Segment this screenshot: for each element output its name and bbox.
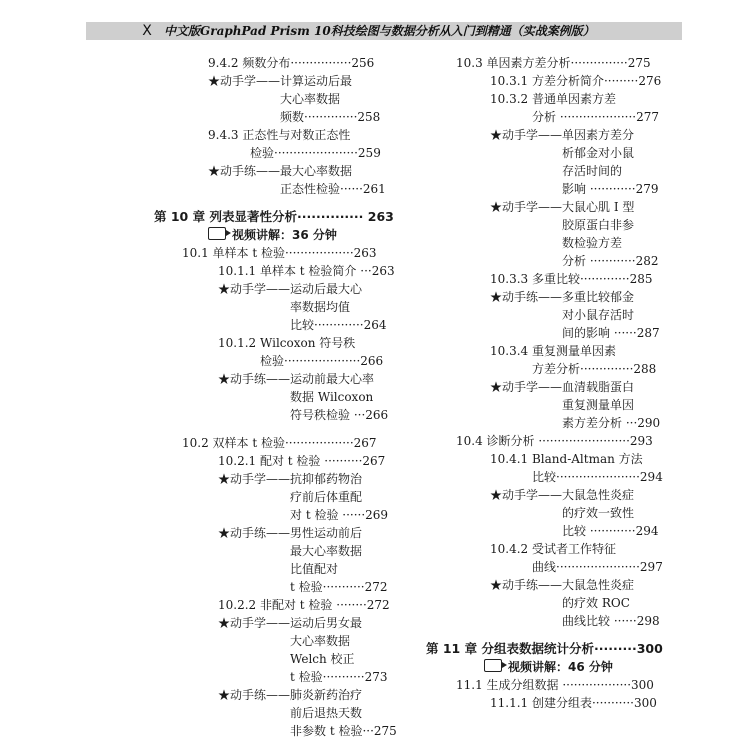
toc-entry-text: ★动手练——男性运动前后 xyxy=(218,526,363,540)
toc-entry-text: 比较 ············294 xyxy=(562,524,659,538)
video-camera-icon xyxy=(208,227,226,240)
toc-entry xyxy=(154,280,400,298)
toc-entry-text: 数检验方差 xyxy=(562,236,623,250)
toc-entry-text: 的疗效 ROC xyxy=(562,596,630,610)
toc-entry xyxy=(426,486,666,504)
toc-entry-text: ★动手学——大鼠急性炎症 xyxy=(490,488,635,502)
toc-entry xyxy=(154,108,400,126)
toc-right-column xyxy=(426,54,666,712)
toc-entry xyxy=(426,450,666,468)
toc-entry-text: 10.3.3 多重比较·············285 xyxy=(490,272,653,286)
toc-entry xyxy=(154,298,400,316)
toc-entry xyxy=(154,488,400,506)
toc-entry xyxy=(426,72,666,90)
toc-entry-text: ★动手学——血清载脂蛋白 xyxy=(490,380,635,394)
toc-entry xyxy=(154,72,400,90)
toc-entry xyxy=(426,216,666,234)
toc-entry xyxy=(154,406,400,424)
toc-entry xyxy=(154,126,400,144)
toc-entry-text: 检验····················266 xyxy=(260,354,384,368)
toc-entry xyxy=(154,334,400,352)
toc-entry xyxy=(154,452,400,470)
toc-entry-text: 间的影响 ······287 xyxy=(562,326,660,340)
toc-entry xyxy=(426,694,666,712)
toc-entry-text: 最大心率数据 xyxy=(290,544,363,558)
toc-entry xyxy=(426,198,666,216)
toc-spacer xyxy=(154,424,400,434)
toc-entry xyxy=(426,90,666,108)
toc-entry-text: 第 11 章 分组表数据统计分析·········300 xyxy=(426,641,663,656)
toc-entry-text: 疗前后体重配 xyxy=(290,490,363,504)
toc-entry-text: 重复测量单因 xyxy=(562,398,635,412)
toc-entry-text: 10.2 双样本 t 检验··················267 xyxy=(182,436,377,450)
toc-entry xyxy=(426,270,666,288)
toc-entry-text: 10.1 单样本 t 检验··················263 xyxy=(182,246,377,260)
toc-left-column xyxy=(154,54,400,740)
toc-entry-text: 10.2.2 非配对 t 检验 ········272 xyxy=(218,598,390,612)
toc-chapter-entry xyxy=(154,208,400,226)
toc-entry-text: 正态性检验······261 xyxy=(280,182,386,196)
toc-entry-text: 11.1 生成分组数据 ··················300 xyxy=(456,678,654,692)
toc-entry xyxy=(154,596,400,614)
toc-entry-text: 视频讲解：36 分钟 xyxy=(232,228,337,242)
toc-entry xyxy=(426,540,666,558)
toc-entry-text: 曲线比较 ······298 xyxy=(562,614,660,628)
toc-entry xyxy=(154,560,400,578)
toc-entry-text: 分析 ············282 xyxy=(562,254,659,268)
toc-entry-text: 分析 ····················277 xyxy=(532,110,660,124)
toc-entry-text: 存活时间的 xyxy=(562,164,623,178)
header-page-number: X xyxy=(142,23,152,39)
toc-entry xyxy=(426,324,666,342)
toc-entry xyxy=(426,144,666,162)
toc-entry-text: 9.4.3 正态性与对数正态性 xyxy=(208,128,351,142)
toc-entry xyxy=(426,342,666,360)
toc-chapter-entry xyxy=(426,640,666,658)
toc-entry-text: 大心率数据 xyxy=(280,92,341,106)
toc-entry-text: 10.3.1 方差分析简介·········276 xyxy=(490,74,662,88)
toc-entry xyxy=(154,90,400,108)
toc-entry-text: 影响 ············279 xyxy=(562,182,659,196)
toc-entry xyxy=(154,650,400,668)
toc-entry-text: 检验······················259 xyxy=(250,146,381,160)
toc-entry xyxy=(154,162,400,180)
toc-entry-text: ★动手学——运动后男女最 xyxy=(218,616,363,630)
toc-entry-text: 非参数 t 检验···275 xyxy=(290,724,397,738)
toc-entry-text: t 检验···········273 xyxy=(290,670,388,684)
toc-entry xyxy=(426,306,666,324)
toc-entry xyxy=(426,288,666,306)
toc-entry-text: 比值配对 xyxy=(290,562,339,576)
toc-entry xyxy=(426,234,666,252)
toc-entry-text: 视频讲解：46 分钟 xyxy=(508,660,613,674)
toc-entry-text: ★动手练——大鼠急性炎症 xyxy=(490,578,635,592)
toc-entry-text: 9.4.2 频数分布················256 xyxy=(208,56,375,70)
toc-entry xyxy=(426,676,666,694)
toc-entry-text: 大心率数据 xyxy=(290,634,351,648)
toc-entry xyxy=(426,558,666,576)
toc-entry-text: 的疗效一致性 xyxy=(562,506,635,520)
toc-entry-text: 10.1.2 Wilcoxon 符号秩 xyxy=(218,336,356,350)
toc-entry xyxy=(154,614,400,632)
toc-entry-text: ★动手学——抗抑郁药物治 xyxy=(218,472,363,486)
toc-entry-text: 前后退热天数 xyxy=(290,706,363,720)
toc-entry xyxy=(154,722,400,740)
toc-entry xyxy=(154,388,400,406)
toc-entry-text: ★动手练——肺炎新药治疗 xyxy=(218,688,363,702)
toc-entry-text: ★动手练——多重比较郁金 xyxy=(490,290,635,304)
toc-entry xyxy=(154,180,400,198)
toc-entry-text: ★动手练——运动前最大心率 xyxy=(218,372,375,386)
toc-entry xyxy=(154,434,400,452)
toc-entry xyxy=(154,686,400,704)
toc-entry xyxy=(154,262,400,280)
toc-entry-text: ★动手学——计算运动后最 xyxy=(208,74,353,88)
toc-entry xyxy=(426,180,666,198)
toc-entry-text: 10.4.1 Bland-Altman 方法 xyxy=(490,452,643,466)
toc-entry xyxy=(426,504,666,522)
toc-entry-text: Welch 校正 xyxy=(290,652,355,666)
toc-entry-text: 曲线······················297 xyxy=(532,560,663,574)
toc-entry-text: 符号秩检验 ···266 xyxy=(290,408,389,422)
toc-entry-text: 10.4 诊断分析 ························293 xyxy=(456,434,653,448)
toc-entry-text: 对 t 检验 ······269 xyxy=(290,508,389,522)
toc-entry xyxy=(426,54,666,72)
toc-entry xyxy=(426,576,666,594)
toc-entry-text: 10.1.1 单样本 t 检验简介 ···263 xyxy=(218,264,395,278)
toc-entry-text: 频数··············258 xyxy=(280,110,381,124)
toc-entry xyxy=(426,612,666,630)
toc-entry xyxy=(154,542,400,560)
toc-entry xyxy=(426,252,666,270)
toc-entry-text: 比较·············264 xyxy=(290,318,387,332)
toc-entry xyxy=(426,378,666,396)
toc-entry xyxy=(426,594,666,612)
toc-entry-text: 析郁金对小鼠 xyxy=(562,146,635,160)
toc-entry xyxy=(154,524,400,542)
toc-entry-text: ★动手学——单因素方差分 xyxy=(490,128,635,142)
toc-entry-text: 胶原蛋白非参 xyxy=(562,218,635,232)
toc-entry xyxy=(154,244,400,262)
toc-entry xyxy=(426,522,666,540)
toc-entry-text: 素方差分析 ···290 xyxy=(562,416,661,430)
toc-entry xyxy=(426,432,666,450)
toc-entry-text: ★动手学——大鼠心肌 I 型 xyxy=(490,200,635,214)
toc-entry-text: 10.3.4 重复测量单因素 xyxy=(490,344,616,358)
toc-entry-text: 对小鼠存活时 xyxy=(562,308,635,322)
toc-entry xyxy=(154,370,400,388)
toc-entry-text: 方差分析··············288 xyxy=(532,362,657,376)
toc-entry-text: 10.4.2 受试者工作特征 xyxy=(490,542,616,556)
toc-entry-text: 数据 Wilcoxon xyxy=(290,390,374,404)
toc-entry xyxy=(154,316,400,334)
toc-video-entry xyxy=(154,226,400,244)
toc-entry xyxy=(154,632,400,650)
toc-entry-text: 10.2.1 配对 t 检验 ··········267 xyxy=(218,454,386,468)
toc-entry xyxy=(426,126,666,144)
toc-entry-text: ★动手学——运动后最大心 xyxy=(218,282,363,296)
toc-entry xyxy=(154,578,400,596)
toc-entry xyxy=(426,108,666,126)
toc-entry xyxy=(154,470,400,488)
toc-entry xyxy=(426,360,666,378)
toc-entry xyxy=(154,352,400,370)
toc-entry-text: 11.1.1 创建分组表···········300 xyxy=(490,696,657,710)
toc-entry xyxy=(154,144,400,162)
toc-entry-text: 率数据均值 xyxy=(290,300,351,314)
toc-entry-text: 10.3.2 普通单因素方差 xyxy=(490,92,616,106)
toc-entry xyxy=(426,468,666,486)
toc-entry xyxy=(154,704,400,722)
toc-entry-text: 10.3 单因素方差分析···············275 xyxy=(456,56,651,70)
toc-video-entry xyxy=(426,658,666,676)
video-camera-icon xyxy=(484,659,502,672)
toc-entry-text: 比较······················294 xyxy=(532,470,663,484)
toc-entry xyxy=(154,506,400,524)
toc-entry-text: 第 10 章 列表显著性分析·············· 263 xyxy=(154,209,394,224)
toc-entry-text: ★动手练——最大心率数据 xyxy=(208,164,353,178)
toc-entry xyxy=(426,162,666,180)
header-book-title: 中文版GraphPad Prism 10科技绘图与数据分析从入门到精通（实战案例版） xyxy=(164,24,595,38)
toc-entry-text: t 检验···········272 xyxy=(290,580,388,594)
toc-entry xyxy=(426,414,666,432)
toc-entry xyxy=(154,668,400,686)
toc-entry xyxy=(426,396,666,414)
toc-entry xyxy=(154,54,400,72)
